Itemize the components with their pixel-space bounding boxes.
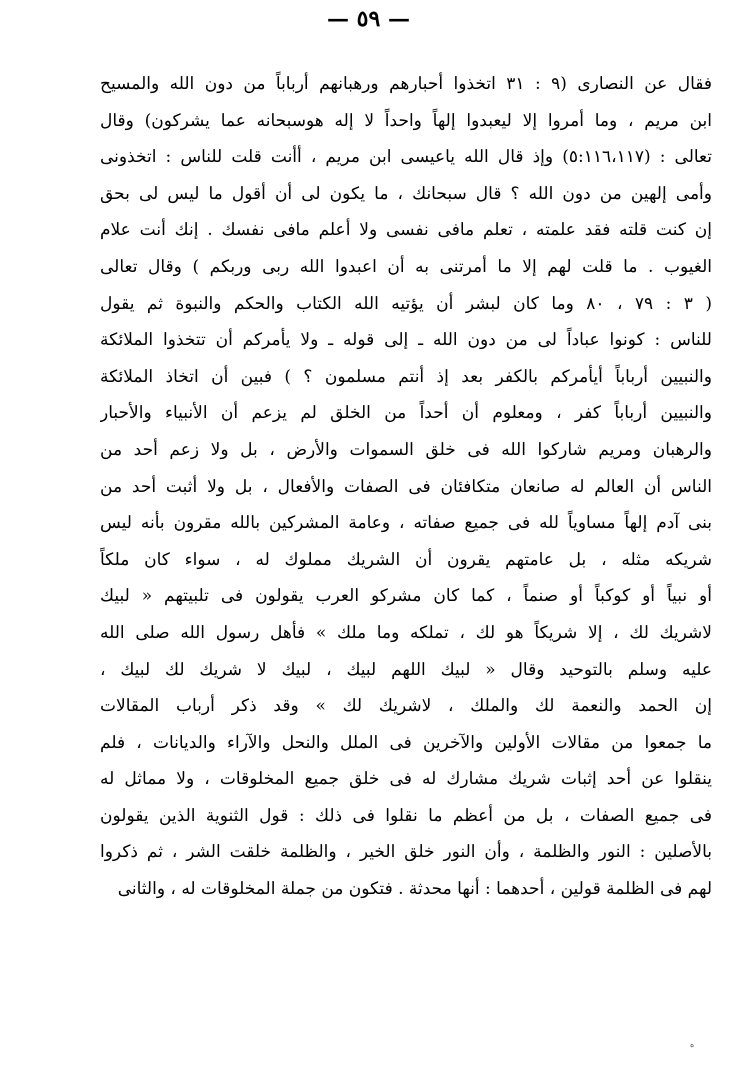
text-line: ينقلوا عن أحد إثبات شريك مشارك له فى خلق جميع المخلوقات ، ولا مماثل له <box>100 769 712 790</box>
text-line: والنبيين أرباباً أيأمركم بالكفر بعد إذ أنتم مسلمون ؟ ) فبين أن اتخاذ الملائكة <box>100 366 712 387</box>
text-line: والرهبان ومريم شاركوا الله فى خلق السموات والأرض ، بل ولا زعم أحد من <box>100 439 712 460</box>
text-line: شريكه مثله ، بل عامتهم يقرون أن الشريك مملوك له ، سواء كان ملكاً <box>100 549 712 570</box>
page-number: — ٥٩ — <box>327 6 410 32</box>
text-line: والنبيين أرباباً كفر ، ومعلوم أن أحداً من الخلق لم يزعم أن الأنبياء والأحبار <box>100 403 712 424</box>
text-line: أو نبياً أو كوكباً أو صنماً ، كما كان مشركو العرب يقولون فى تلبيتهم « لبيك <box>100 586 712 607</box>
body-text <box>100 66 712 908</box>
text-line: للناس : كونوا عباداً لى من دون الله ـ إلى قوله ـ ولا يأمركم أن تتخذوا الملائكة <box>100 330 712 351</box>
text-line: لاشريك لك ، إلا شريكاً هو لك ، تملكه وما ملك » فأهل رسول الله صلى الله <box>100 622 712 643</box>
text-line: بنى آدم إلهاً مساوياً لله فى جميع صفاته ، وعامة المشركين بالله مقرون بأنه ليس <box>100 513 712 534</box>
text-line: لهم فى الظلمة قولين ، أحدهما : أنها محدثة . فتكون من جملة المخلوقات له ، والثانى <box>117 879 712 900</box>
text-line: ابن مريم ، وما أمروا إلا ليعبدوا إلهاً واحداً لا إله هوسبحانه عما يشركون) وقال <box>100 110 712 131</box>
text-line: بالأصلين : النور والظلمة ، وأن النور خلق الخير ، والظلمة خلقت الشر ، ثم ذكروا <box>100 842 712 863</box>
text-line: ( ٣ : ٧٩ ، ٨٠ وما كان لبشر أن يؤتيه الله الكتاب والحكم والنبوة ثم يقول <box>100 293 712 314</box>
text-line: إن الحمد والنعمة لك والملك ، لاشريك لك » وقد ذكر أرباب المقالات <box>100 696 712 717</box>
text-line: فى جميع الصفات ، بل من أعظم ما نقلوا فى ذلك : قول الثنوية الذين يقولون <box>100 805 712 826</box>
text-line: إن كنت قلته فقد علمته ، تعلم مافى نفسى ولا أعلم مافى نفسك . إنك أنت علام <box>100 220 712 241</box>
text-line: الناس أن العالم له صانعان متكافئان فى الصفات والأفعال ، بل ولا أثبت أحد من <box>100 476 712 497</box>
text-line: فقال عن النصارى (٩ : ٣١ اتخذوا أحبارهم ورهبانهم أرباباً من دون الله والمسيح <box>100 74 712 94</box>
corner-mark: ه <box>690 1040 695 1049</box>
text-line: ما جمعوا من مقالات الأولين والآخرين فى الملل والنحل والآراء والديانات ، فلم <box>100 732 712 753</box>
text-line: وأمى إلهين من دون الله ؟ قال سبحانك ، ما يكون لى أن أقول ما ليس لى بحق <box>100 183 712 204</box>
text-line: الغيوب . ما قلت لهم إلا ما أمرتنى به أن اعبدوا الله ربى وربكم ) وقال تعالى <box>100 256 712 277</box>
text-line: تعالى : (٥:١١٦،١١٧) وإذ قال الله ياعيسى ابن مريم ، أأنت قلت للناس : اتخذونى <box>100 147 712 168</box>
text-line: عليه وسلم بالتوحيد وقال « لبيك اللهم لبيك ، لبيك لا شريك لك لبيك ، <box>100 659 712 680</box>
